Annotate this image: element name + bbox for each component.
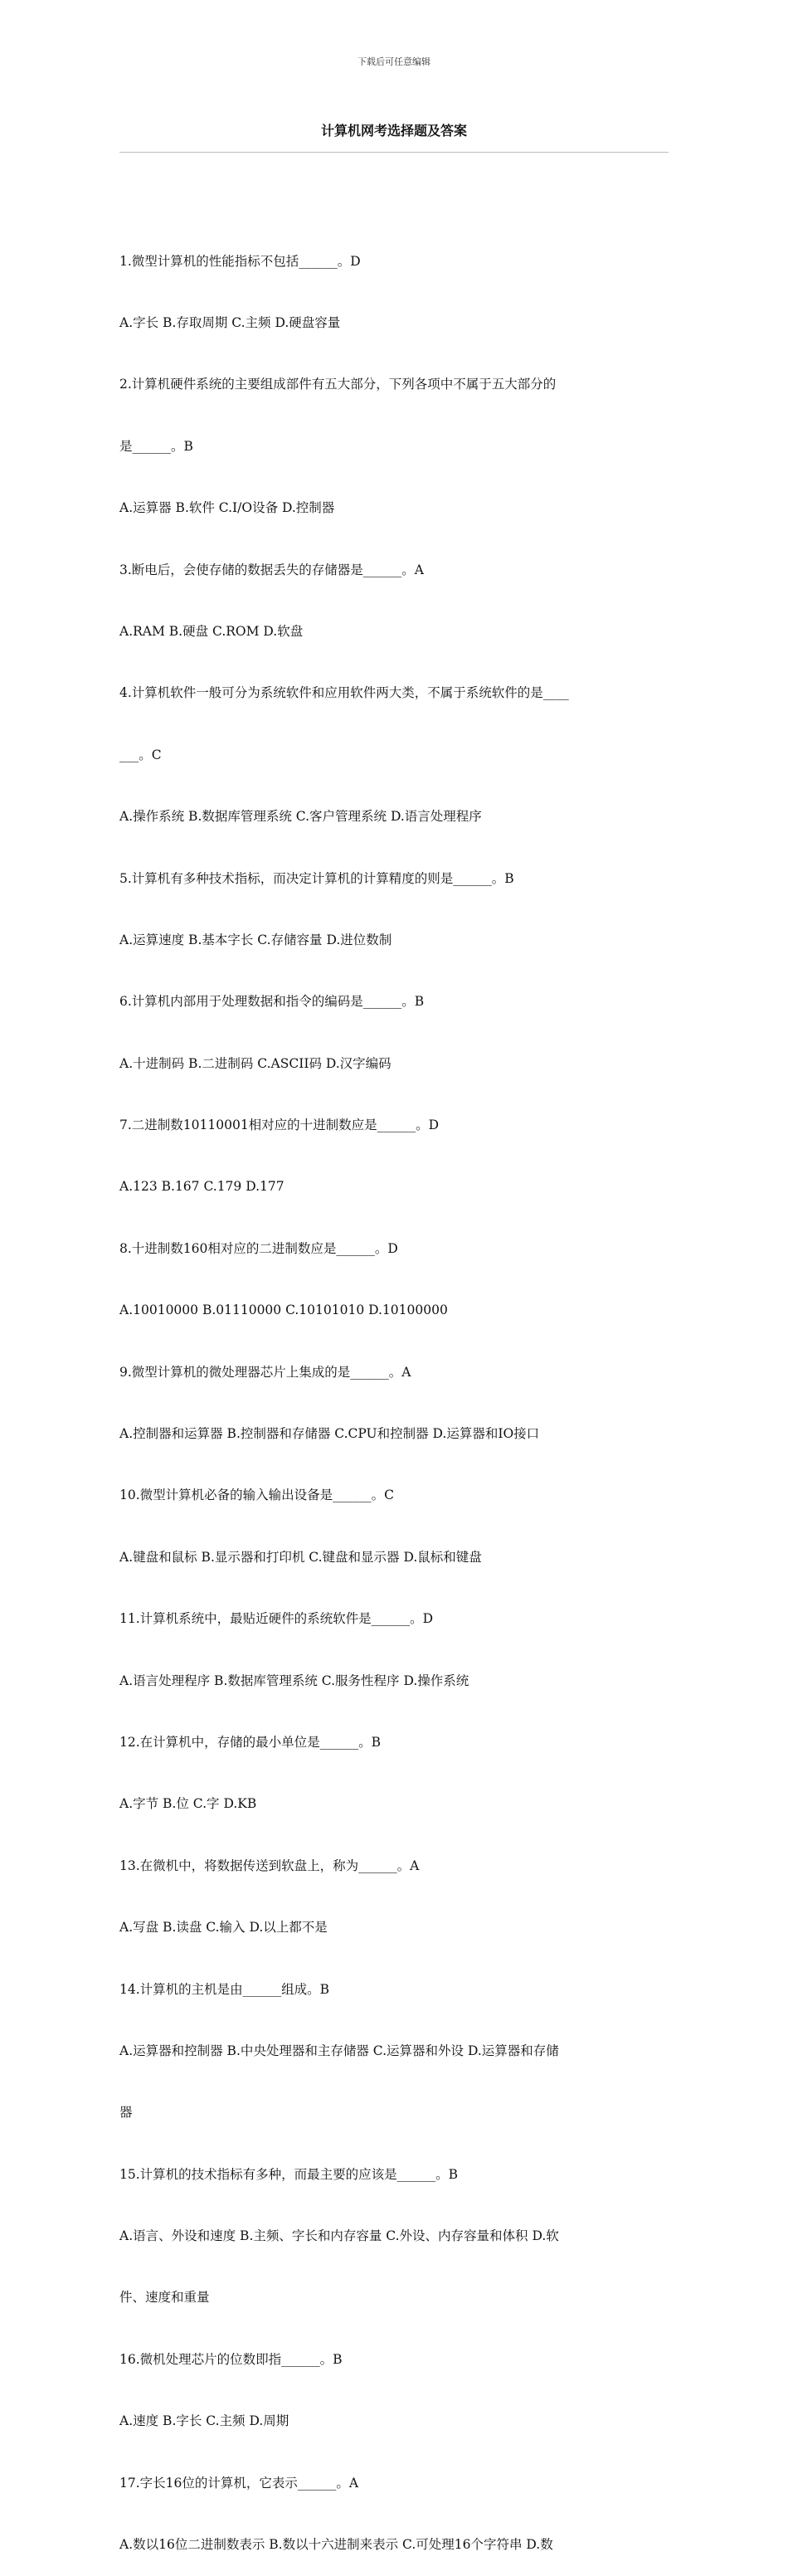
text-line: A.速度 B.字长 C.主频 D.周期 bbox=[119, 2413, 289, 2429]
text-line: A.字长 B.存取周期 C.主频 D.硬盘容量 bbox=[119, 314, 341, 330]
text-line: 15.计算机的技术指标有多种，而最主要的应该是______。B bbox=[119, 2166, 459, 2182]
text-line: 6.计算机内部用于处理数据和指令的编码是______。B bbox=[119, 994, 425, 1010]
text-line: 4.计算机软件一般可分为系统软件和应用软件两大类，不属于系统软件的是____ bbox=[119, 685, 569, 701]
text-line: A.写盘 B.读盘 C.输入 D.以上都不是 bbox=[119, 1920, 328, 1936]
text-line: A.字节 B.位 C.字 D.KB bbox=[119, 1796, 257, 1812]
document-title: 计算机网考选择题及答案 bbox=[320, 123, 467, 139]
text-line: 14.计算机的主机是由______组成。B bbox=[119, 1981, 330, 1997]
text-line: 12.在计算机中，存储的最小单位是______。B bbox=[119, 1734, 382, 1750]
text-line: 11.计算机系统中，最贴近硬件的系统软件是______。D bbox=[119, 1611, 434, 1627]
text-line: ___。C bbox=[119, 747, 162, 762]
document-body bbox=[119, 210, 670, 2576]
text-line: 9.微型计算机的微处理器芯片上集成的是______。A bbox=[119, 1364, 411, 1380]
text-line: A.运算器 B.软件 C.I/O设备 D.控制器 bbox=[119, 500, 335, 516]
text-line: 件、速度和重量 bbox=[119, 2290, 210, 2306]
text-line: 13.在微机中，将数据传送到软盘上，称为______。A bbox=[119, 1858, 420, 1873]
text-line: 17.字长16位的计算机，它表示______。A bbox=[119, 2475, 359, 2491]
text-line: A.RAM B.硬盘 C.ROM D.软盘 bbox=[119, 623, 304, 639]
header-note: 下载后可任意编辑 bbox=[358, 56, 430, 67]
text-line: 是______。B bbox=[119, 438, 193, 454]
text-line: 2.计算机硬件系统的主要组成部件有五大部分，下列各项中不属于五大部分的 bbox=[119, 377, 557, 392]
text-line: 8.十进制数160相对应的二进制数应是______。D bbox=[119, 1240, 398, 1256]
text-line: A.运算器和控制器 B.中央处理器和主存储器 C.运算器和外设 D.运算器和存储 bbox=[119, 2043, 559, 2058]
text-line: A.操作系统 B.数据库管理系统 C.客户管理系统 D.语言处理程序 bbox=[119, 809, 482, 825]
text-line: A.十进制码 B.二进制码 C.ASCII码 D.汉字编码 bbox=[119, 1055, 392, 1071]
text-line: A.10010000 B.01110000 C.10101010 D.10100000 bbox=[119, 1303, 448, 1318]
text-line: 16.微机处理芯片的位数即指______。B bbox=[119, 2351, 343, 2367]
text-line: A.语言处理程序 B.数据库管理系统 C.服务性程序 D.操作系统 bbox=[119, 1673, 469, 1688]
text-line: 3.断电后，会使存储的数据丢失的存储器是______。A bbox=[119, 562, 424, 577]
text-line: A.键盘和鼠标 B.显示器和打印机 C.键盘和显示器 D.鼠标和键盘 bbox=[119, 1549, 482, 1565]
title-divider bbox=[119, 152, 669, 153]
text-line: A.数以16位二进制数表示 B.数以十六进制来表示 C.可处理16个字符串 D.数 bbox=[119, 2537, 553, 2553]
text-line: 5.计算机有多种技术指标，而决定计算机的计算精度的则是______。B bbox=[119, 870, 514, 886]
text-line: A.123 B.167 C.179 D.177 bbox=[119, 1179, 285, 1195]
text-line: A.运算速度 B.基本字长 C.存储容量 D.进位数制 bbox=[119, 932, 392, 947]
text-line: 1.微型计算机的性能指标不包括______。D bbox=[119, 253, 361, 269]
text-line: A.语言、外设和速度 B.主频、字长和内存容量 C.外设、内存容量和体积 D.软 bbox=[119, 2228, 559, 2244]
text-line: 器 bbox=[119, 2105, 133, 2121]
text-line: A.控制器和运算器 B.控制器和存储器 C.CPU和控制器 D.运算器和IO接口 bbox=[119, 1426, 540, 1442]
text-line: 7.二进制数10110001相对应的十进制数应是______。D bbox=[119, 1118, 440, 1133]
text-line: 10.微型计算机必备的输入输出设备是______。C bbox=[119, 1488, 395, 1503]
